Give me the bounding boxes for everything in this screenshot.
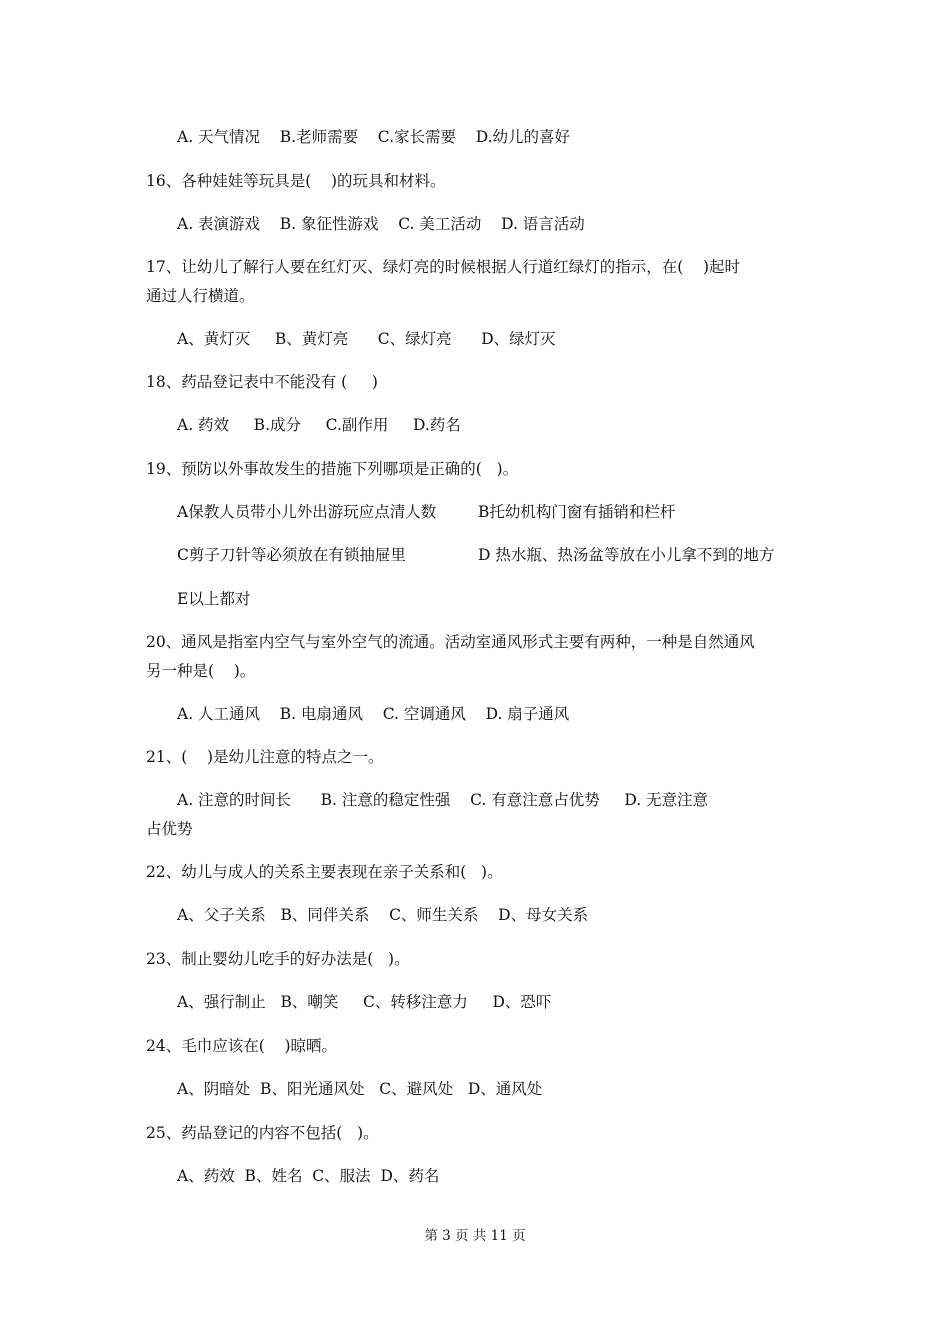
q22-options: A、父子关系 B、同伴关系 C、师生关系 D、母女关系: [177, 906, 589, 924]
q19-option-d: D 热水瓶、热汤盆等放在小儿拿不到的地方: [478, 546, 775, 564]
q21-options-line2: 占优势: [146, 820, 193, 838]
q18-stem: 18、药品登记表中不能没有 ( ): [146, 373, 378, 391]
q24-stem: 24、毛巾应该在( )晾晒。: [146, 1037, 338, 1055]
q18-options: A. 药效 B.成分 C.副作用 D.药名: [177, 416, 461, 434]
q20-stem-line1: 20、通风是指室内空气与室外空气的流通。活动室通风形式主要有两种，一种是自然通风: [146, 633, 755, 651]
q17-stem-line2: 通过人行横道。: [146, 287, 255, 305]
q20-stem-line2: 另一种是( )。: [146, 662, 256, 680]
q15-options: A. 天气情况 B.老师需要 C.家长需要 D.幼儿的喜好: [177, 128, 571, 146]
q21-options-line1: A. 注意的时间长 B. 注意的稳定性强 C. 有意注意占优势 D. 无意注意: [177, 791, 709, 809]
q19-option-a: A保教人员带小儿外出游玩应点清人数: [177, 503, 437, 521]
q20-options: A. 人工通风 B. 电扇通风 C. 空调通风 D. 扇子通风: [177, 705, 570, 723]
q25-stem: 25、药品登记的内容不包括( )。: [146, 1124, 379, 1142]
page-footer: 第 3 页 共 11 页: [424, 1228, 526, 1244]
q25-options: A、药效 B、姓名 C、服法 D、药名: [177, 1167, 440, 1185]
q19-option-e: E以上都对: [177, 590, 251, 608]
q16-stem: 16、各种娃娃等玩具是( )的玩具和材料。: [146, 172, 446, 190]
q17-stem-line1: 17、让幼儿了解行人要在红灯灭、绿灯亮的时候根据人行道红绿灯的指示，在( )起时: [146, 258, 741, 276]
q19-stem: 19、预防以外事故发生的措施下列哪项是正确的( )。: [146, 460, 519, 478]
q16-options: A. 表演游戏 B. 象征性游戏 C. 美工活动 D. 语言活动: [177, 215, 585, 233]
q19-option-c: C剪子刀针等必须放在有锁抽屉里: [177, 546, 406, 564]
q22-stem: 22、幼儿与成人的关系主要表现在亲子关系和( )。: [146, 863, 503, 881]
q21-stem: 21、( )是幼儿注意的特点之一。: [146, 748, 384, 766]
q17-options: A、黄灯灭 B、黄灯亮 C、绿灯亮 D、绿灯灭: [177, 330, 556, 348]
q23-stem: 23、制止婴幼儿吃手的好办法是( )。: [146, 950, 410, 968]
q19-option-b: B托幼机构门窗有插销和栏杆: [478, 503, 676, 521]
q23-options: A、强行制止 B、嘲笑 C、转移注意力 D、恐吓: [177, 993, 552, 1011]
q24-options: A、阴暗处 B、阳光通风处 C、避风处 D、通风处: [177, 1080, 543, 1098]
